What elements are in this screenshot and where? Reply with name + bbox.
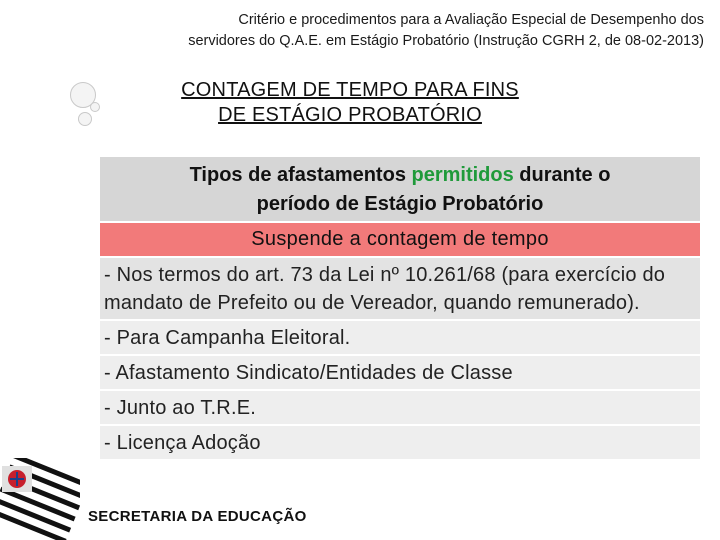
slide-header (64, 10, 704, 52)
afastamentos-table (100, 157, 700, 459)
table-row: - Nos termos do art. 73 da Lei nº 10.261/68 (para exercício do mandato de Prefeito ou de Vereador, quando remunerado). (100, 258, 700, 319)
suspend-row: Suspende a contagem de tempo (100, 223, 700, 256)
heading-line-2: período de Estágio Probatório (256, 193, 544, 215)
heading-text-end: durante o (513, 164, 611, 186)
heading-text-start: Tipos de afastamentos (189, 164, 412, 186)
header-line-2: servidores do Q.A.E. em Estágio Probatório (Instrução CGRH 2, de 08-02-2013) (188, 33, 704, 49)
title-line-1: CONTAGEM DE TEMPO PARA FINS (181, 79, 519, 101)
slide-title (140, 78, 560, 128)
header-line-1: Critério e procedimentos para a Avaliação Especial de Desempenho dos (238, 12, 704, 28)
heading-line-1 (100, 161, 700, 190)
sao-paulo-flag-icon (0, 458, 80, 540)
decorative-circle-icon (78, 112, 92, 126)
table-heading (100, 157, 700, 221)
table-row: - Afastamento Sindicato/Entidades de Classe (100, 356, 700, 389)
table-row: - Junto ao T.R.E. (100, 391, 700, 424)
decorative-circle-icon (90, 102, 100, 112)
table-row: - Para Campanha Eleitoral. (100, 321, 700, 354)
footer-secretaria: SECRETARIA DA EDUCAÇÃO (88, 508, 307, 525)
heading-highlight: permitidos (411, 164, 514, 186)
table-row: - Licença Adoção (100, 426, 700, 459)
title-line-2: DE ESTÁGIO PROBATÓRIO (218, 104, 482, 126)
